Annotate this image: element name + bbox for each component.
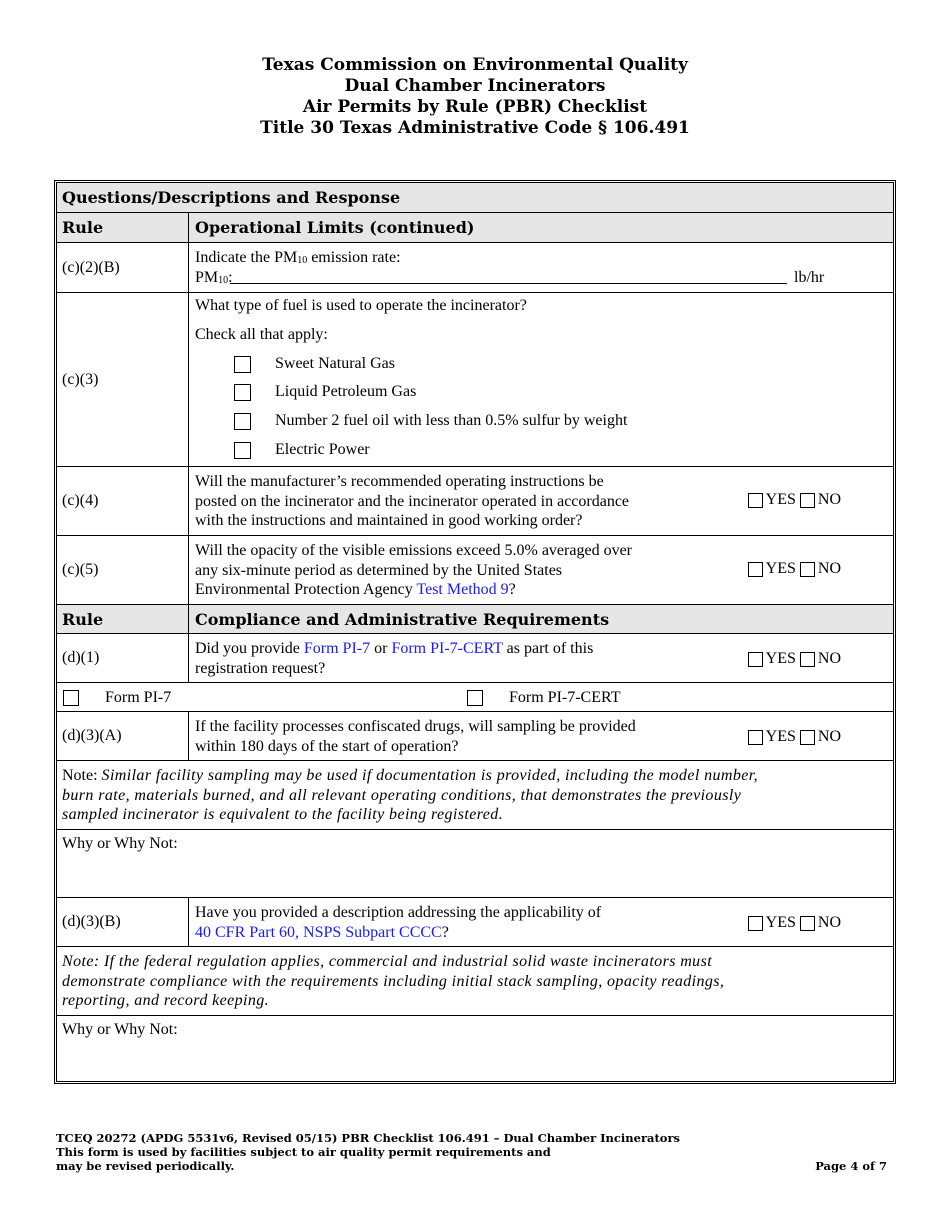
why-row[interactable] — [57, 830, 893, 898]
rule-label: (c)(3) — [57, 293, 189, 466]
form-options-row — [57, 683, 893, 712]
rule-label: (d)(3)(B) — [57, 898, 189, 946]
yes-checkbox[interactable] — [748, 493, 763, 508]
row-c5 — [57, 536, 893, 605]
page-number: Page 4 of 7 — [815, 1159, 887, 1173]
rule-label: (c)(5) — [57, 536, 189, 604]
form-pi7-checkbox[interactable] — [63, 690, 79, 706]
fuel-question: What type of fuel is used to operate the incinerator? — [195, 297, 527, 314]
rule-column-header: Rule — [57, 605, 189, 633]
fuel-option: Sweet Natural Gas — [234, 355, 395, 373]
section-title: Questions/Descriptions and Response — [62, 188, 401, 207]
no-checkbox[interactable] — [800, 730, 815, 745]
pm10-question: Indicate the $PM_{10}$ emission rate: — [195, 249, 401, 266]
no-checkbox[interactable] — [800, 493, 815, 508]
row-c3 — [57, 293, 893, 467]
no-checkbox[interactable] — [800, 916, 815, 931]
operational-header-row — [57, 213, 893, 243]
c5-question: Will the opacity of the visible emissions exceed 5.0% averaged over any six-minute period as determined by the United States Environmental Protection Agency Test Method 9? — [195, 542, 632, 598]
footer-info: TCEQ 20272 (APDG 5531v6, Revised 05/15) PBR Checklist 106.491 – Dual Chamber Incinerators This form is used by facilities subject to air quality permit requirements and may be revised periodically. — [56, 1131, 680, 1173]
header-checklist: Air Permits by Rule (PBR) Checklist — [302, 97, 648, 117]
fuel-checkbox[interactable] — [234, 442, 251, 459]
fuel-option: Liquid Petroleum Gas — [234, 383, 416, 401]
nsps-subpart-cccc-link[interactable]: 40 CFR Part 60, NSPS Subpart CCCC — [195, 923, 442, 941]
form-pi7-cert-link[interactable]: Form PI-7-CERT — [391, 640, 503, 657]
row-c4 — [57, 467, 893, 536]
pm10-field-label: $PM_{10}$: — [195, 269, 233, 286]
federal-regulation-note: Note: If the federal regulation applies, commercial and industrial solid waste incinerators must demonstrate compliance with the requirements including initial stack sampling, opacity readings, reporting, and record keeping. — [62, 953, 725, 1009]
yes-checkbox[interactable] — [748, 652, 763, 667]
fuel-option: Number 2 fuel oil with less than 0.5% sulfur by weight — [234, 412, 627, 430]
rule-label: (d)(1) — [57, 634, 189, 682]
section-title-row — [57, 183, 893, 213]
document-header — [0, 55, 950, 139]
rule-label: (c)(2)(B) — [57, 243, 189, 292]
why-label: Why or Why Not: — [62, 1021, 178, 1038]
yes-no-group: YES NO — [748, 650, 841, 668]
operational-header: Operational Limits (continued) — [195, 218, 475, 237]
d3b-question: Have you provided a description addressing the applicability of 40 CFR Part 60, NSPS Subpart CCCC? — [195, 904, 602, 941]
why-label: Why or Why Not: — [62, 835, 178, 852]
pm10-unit: lb/hr — [794, 269, 825, 286]
rule-column-header: Rule — [57, 213, 189, 242]
d1-question: Did you provide Form PI-7 or Form PI-7-CERT as part of this registration request? — [195, 640, 594, 677]
yes-checkbox[interactable] — [748, 916, 763, 931]
header-agency: Texas Commission on Environmental Quality — [262, 55, 688, 75]
row-c2b — [57, 243, 893, 293]
d3a-question: If the facility processes confiscated drugs, will sampling be provided within 180 days of the start of operation? — [195, 718, 636, 755]
fuel-cell — [190, 293, 893, 466]
row-d1 — [57, 634, 893, 683]
no-checkbox[interactable] — [800, 562, 815, 577]
fuel-checkbox[interactable] — [234, 384, 251, 401]
header-code: Title 30 Texas Administrative Code § 106.491 — [260, 118, 690, 138]
fuel-checkbox[interactable] — [234, 413, 251, 430]
pm10-rate-input[interactable] — [230, 283, 787, 284]
fuel-option: Electric Power — [234, 441, 370, 459]
yes-no-group: YES NO — [748, 560, 841, 578]
why-row[interactable] — [57, 1016, 893, 1081]
fuel-checkbox[interactable] — [234, 356, 251, 373]
header-subject: Dual Chamber Incinerators — [344, 76, 606, 96]
no-checkbox[interactable] — [800, 652, 815, 667]
checklist-table — [54, 180, 896, 1084]
rule-label: (c)(4) — [57, 467, 189, 535]
compliance-header-row — [57, 605, 893, 634]
form-pi7-cert-option: Form PI-7-CERT — [467, 689, 620, 707]
compliance-header: Compliance and Administrative Requirements — [195, 610, 610, 629]
form-pi7-link[interactable]: Form PI-7 — [303, 640, 371, 657]
c4-question: Will the manufacturer’s recommended operating instructions be posted on the incinerator and the incinerator operated in accordance with the instructions and maintained in good working order? — [195, 473, 630, 529]
test-method-9-link[interactable]: Test Method 9 — [416, 581, 509, 598]
yes-no-group: YES NO — [748, 728, 841, 746]
note-row — [57, 947, 893, 1016]
yes-no-group: YES NO — [748, 914, 841, 932]
yes-checkbox[interactable] — [748, 562, 763, 577]
note-row — [57, 761, 893, 830]
form-pi7-cert-checkbox[interactable] — [467, 690, 483, 706]
form-pi7-option: Form PI-7 — [63, 689, 171, 707]
yes-checkbox[interactable] — [748, 730, 763, 745]
pm10-cell — [190, 243, 893, 292]
row-d3a — [57, 712, 893, 761]
rule-label: (d)(3)(A) — [57, 712, 189, 760]
yes-no-group: YES NO — [748, 491, 841, 509]
row-d3b — [57, 898, 893, 947]
sampling-note: Note: Similar facility sampling may be used if documentation is provided, including the model number, burn rate, materials burned, and all relevant operating conditions, that demonstrates the previously sampled incinerator is equivalent to the facility being registered. — [62, 767, 758, 823]
fuel-instruction: Check all that apply: — [195, 326, 328, 343]
